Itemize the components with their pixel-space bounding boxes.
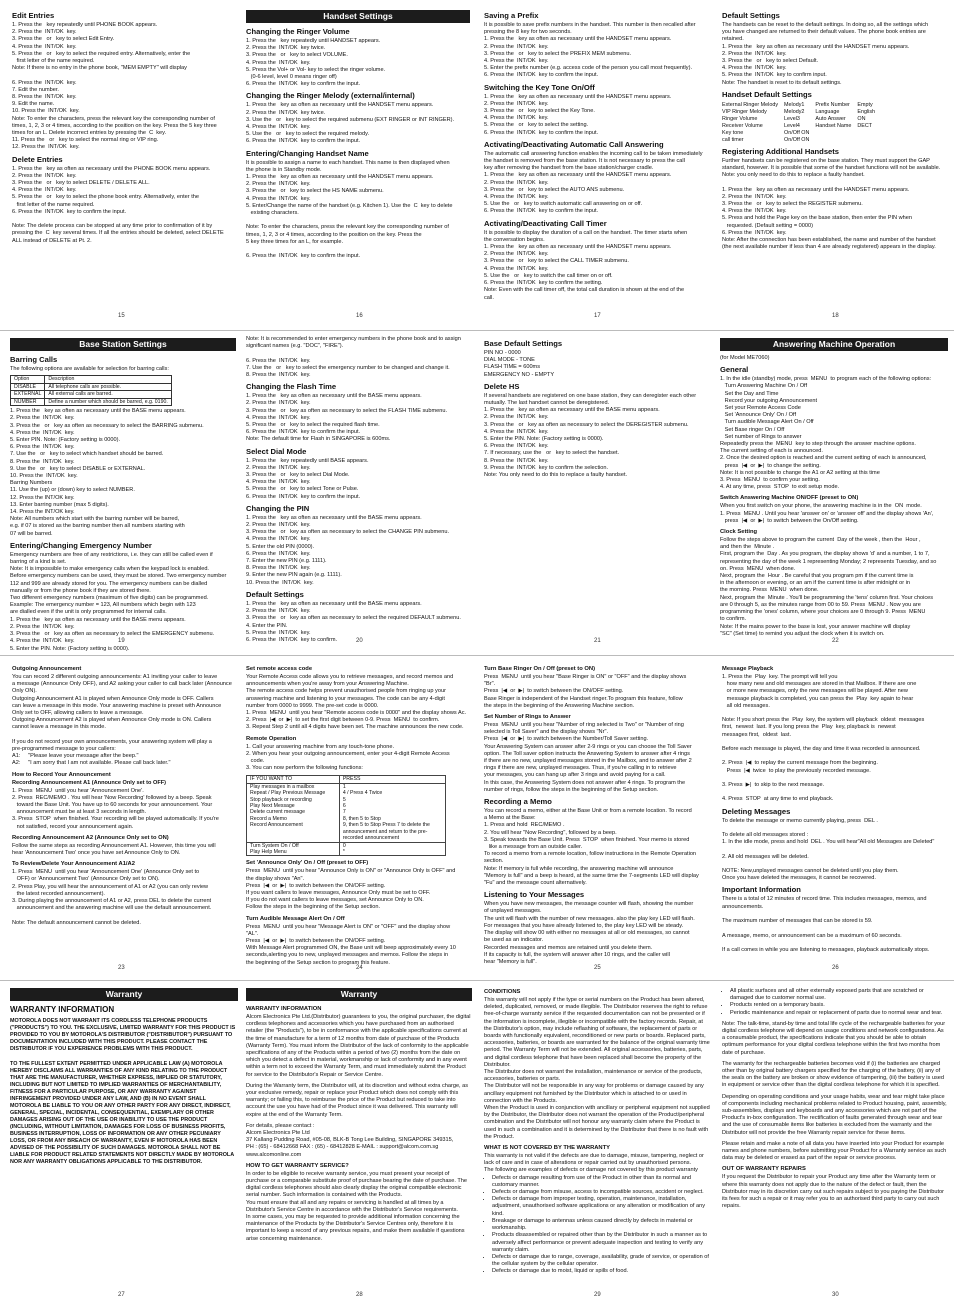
section-heading: Clock Setting	[720, 529, 758, 536]
section-text: The handsets can be reset to the default settings. In doing so, all the settings which you have changed are returned to their default values. The phone book entries are retained. 1. Press the key as often as necessary until the HANDSET menu appears. 2. Press the INT/OK key. 3. Press the or key to select Default. 4. Press the INT/OK key. 5. Press the INT/OK key to confirm input. Note: The handset is reset to its default settings.	[722, 22, 929, 86]
section-text: 1. Press the key repeatedly until BASE appears. 2. Press the INT/OK key. 3. Press the or key to select Dial Mode. 4. Press the INT/OK key. 5. Press the or key to select Tone or Pulse. 6. Press the INT/OK key to confirm the input.	[246, 457, 369, 500]
section-heading: WARRANTY INFORMATION	[246, 1006, 322, 1012]
section-text: 1. Press the key as often as necessary until the PHONE BOOK menu appears. 2. Press the INT/OK key. 3. Press the or key to select DELETE / DELETE ALL. 4. Press the INT/OK key. 5. Press the or key to select the phone book entry. Alternatively, enter the first letter of the name required. 6. Press the INT/OK key to confirm the input. Note: The delete process can be stopped at any time prior to confirmation of it by pressing the C key several times. If all the entries should be deleted, select DELETE ALL instead of DELETE at Pt. 2.	[12, 165, 224, 244]
section-text: Follow the same steps as recording Announcement A1. However, this time you will hear 'Announcement Two' once you have set Announce Only to ON.	[12, 842, 216, 857]
table-cell: Play messages in a mailbox Repeat / Play Previous Message Stop playback or recording Play Next Message Delete current message Record a Memo Record Announcement	[247, 783, 340, 842]
table-cell: Receiver Volume	[722, 122, 763, 129]
table-cell: Turn System On / Off Play Help Menu	[247, 842, 340, 856]
section-text: Your Remote Access code allows you to retrieve messages, and record memos and announcements when you're away from your Answering Machine. The remote access code helps prevent unauthorised people from ringing up your answering machine and listening to your messages. The code can be any 4-digit number from 0000 to 9999. The pre-set code is 0000. 1. Press MENU until you hear "Remote access code is 0000" and the display shows Ac. 2. Press |◀ or ▶| to set the first digit between 0-9. Press MENU to confirm. 3. Repeat Step 2 until all 4 digits have been set. The machine announces the new code.	[246, 674, 467, 731]
table-row	[11, 398, 172, 406]
table-cell: English	[857, 108, 876, 115]
section-banner: Warranty	[246, 988, 472, 1001]
section-text: 1. Press the key as often as necessary until the BASE menu appears. 2. Press the INT/OK key. 3. Press the or key as often as necessary to select the required DEFAULT submenu. 4. Enter the PIN. 5. Press the INT/OK key. 6. Press the INT/OK key to confirm.	[246, 600, 461, 643]
list-item: • Defects or damage from misuse, access to incompatible sources, accident or neglect.	[492, 1189, 710, 1196]
section-heading: Important Information	[722, 885, 801, 895]
page-number: 27	[118, 1292, 125, 1298]
manual-page-22	[720, 338, 948, 638]
section-heading: Barring Calls	[10, 355, 58, 364]
section-heading: Entering/Changing Emergency Number	[10, 540, 152, 550]
section-heading: Delete HS	[484, 381, 520, 391]
not-covered-list	[484, 1175, 710, 1276]
section-heading: Changing the Flash Time	[246, 382, 337, 392]
page-number: 15	[118, 313, 125, 319]
list-item: • Defects or damage from improper testing, operation, maintenance, installation, adjustment, unauthorised software applications or any alteration or modification of any kind.	[492, 1196, 710, 1218]
section-heading: Turn Audible Message Alert On / Off	[246, 915, 345, 922]
list-item: • Breakage or damage to antennas unless caused directly by defects in material or workmanship.	[492, 1218, 710, 1232]
barring-options-table	[10, 375, 172, 406]
page-number: 17	[594, 313, 601, 319]
table-cell: EXTERNAL	[11, 391, 45, 399]
section-heading: WHAT IS NOT COVERED BY THE WARRANTY	[484, 1145, 611, 1152]
table-cell: Language	[815, 108, 840, 115]
section-text: 1. Press the key repeatedly until PHONE BOOK appears. 2. Press the INT/OK key. 3. Press the or key to select Edit Entry. 4. Press the INT/OK key. 5. Press the or key to select the required entry. Alternatively, enter the first letter of the name required. Note: If there is no entry in the phone book, "MEM EMPTY" will display 6. Press the INT/OK key. 7. Edit the number. 8. Press the INT/OK key. 9. Edit the name. 10. Press the INT/OK key. Note: To enter the characters, press the relevant key the corresponding number of times, 1, 2, 3 or 4 times, according to the position on the key. Press the 5 key three times for an L. Delete incorrect entries by pressing the C key. 11. Press the or key to select the normal ring or VIP ring. 12. Press the INT/OK key.	[12, 22, 217, 151]
section-text: When you first switch on your phone, the answering machine is in the ON mode. 1. Press MENU . Until you hear 'answer on' or 'answer off' and the display shows 'An', press |◀ or ▶| to switch between the On/Off setting.	[720, 503, 934, 524]
section-heading: Remote Operation	[246, 735, 297, 742]
row-divider-2	[0, 655, 954, 656]
table-row	[11, 391, 172, 399]
section-text: Follow the steps above to program the current Day of the week , then the Hour , and then the Minute . First, program the Day . As you program, the display shows 'd' and a number, 1 to 7, representing the day of the week 1 representing Monday; 2 represents Tuesday, and so on. Press MENU when done. Next, program the Hour . Be careful that you program pm if the current time is in the afternoon or evening, or an am if the current time is after midnight or in the morning. Press MENU when done. Next, program the Minute . You'll be programming the 'tens' column first. Your choices are 0 through 5, as the minutes range from 00 to 59. Press MENU . Now you are programming the 'ones' column, where your choices are 0 through 9. Press MENU to confirm. Note: If the mains power to the base is lost, your answer machine will display "SC" (Set time) to remind you adjust the clock when it is switch on.	[720, 537, 937, 637]
section-text: You can record a memo, either at the Base Unit or from a remote location. To record a Memo at the Base: 1. Press and hold REC/MEMO . 2. You will hear "Now Recording", followed by a beep. 3. Speak towards the Base Unit. Press STOP when finished. Your memo is stored like a message from an outside caller. To record a memo from a remote location, follow instructions in the Remote Operation section. Note: If memory is full while recording, the answering machine will announce "Memory is full" and a beep is heard, at the same time the 7-segments LED will display "Fu" and the message count alternatively.	[484, 808, 699, 887]
manual-page-16	[246, 10, 470, 326]
section-banner: Answering Machine Operation	[720, 338, 948, 351]
list-item: • Defects or damage due to range, coverage, availability, grade of service, or operation of the cellular system by the cellular operator.	[492, 1254, 710, 1268]
table-cell: All external calls are barred.	[45, 391, 171, 399]
manual-page-27	[10, 988, 238, 1288]
manual-page-28	[246, 988, 472, 1288]
list-item: • Products disassembled or repaired other than by the Distributor in such a manner as to adversely affect performance or prevent adequate inspection and testing to verify any warranty claim.	[492, 1232, 710, 1254]
section-heading: Set remote access code	[246, 666, 313, 672]
section-heading: OUT OF WARRANTY REPAIRS	[722, 1166, 806, 1173]
contact-details: For details, please contact : Alcom Electronics Pte Ltd 37 Kallang Pudding Road, #05-08, BLK-B Tong Lee Building, SINGAPORE 349315, PH : (65) - 68412668 FAX : (65) - 68412828 E-MAIL : support@alcom.com.sg www.alcomonline.com	[246, 1122, 454, 1158]
page-number: 29	[594, 1292, 601, 1298]
section-text: 1. Press the key as often as necessary until the BASE menu appears. 2. Press the INT/OK key. 3. Press the or key as often as necessary to select the BARRING submenu. 4. Press the INT/OK key. 5. Enter PIN. Note: (Factory setting is 0000). 6. Press the INT/OK key. 7. Use the or key to select which handset should be barred. 8. Press the INT/OK key. 9. Use the or key to select DISABLE or EXTERNAL. 10. Press the INT/OK key. Barring Numbers 11. Use the (up) or (down) key to select NUMBER. 12. Press the INT/OK key. 13. Enter barring number (max 5 digits). 14. Press the INT/OK key. Note: All numbers which start with the barring number will be barred, e.g. if 07 is stored as the barring number then all numbers starting with 07 will be barred.	[10, 408, 204, 537]
section-heading: Default Settings	[246, 589, 304, 599]
table-row	[11, 376, 172, 384]
table-cell: Key tone	[722, 129, 744, 136]
section-text: Note: The talk-time, stand-by time and total life cycle of the rechargeable batteries for your digital cordless telephone will depend on usage conditions and network configurations. As a consumable product, the specifications indicate that you should be able to obtain optimum performance for your digital cordless telephone within the first two months from date of purchase.	[722, 1020, 947, 1056]
section-text: During the Warranty term, the Distributor will, at its discretion and without extra charge, as your exclusive remedy, repair or replace your Product which does not comply with this warranty; or failing this, to reimburse the price of the Product but reduced to take into account the use you have had of the Product since it was delivered. This warranty will expire at the end of the Warranty Term.	[246, 1082, 470, 1118]
section-text: 1. Press the key as often as necessary until the BASE menu appears. 2. Press the INT/OK key. 3. Press the or key as often as necessary to select the FLASH TIME submenu. 4. Press the INT/OK key. 5. Press the or key to select the required flash time. 6. Press the INT/OK key to confirm the input. Note: The default time for Flash in SINGAPORE is 600ms.	[246, 393, 448, 443]
section-heading: WARRANTY INFORMATION	[10, 1005, 115, 1014]
section-heading: Edit Entries	[12, 11, 55, 20]
table-row	[722, 130, 881, 137]
row-divider-3	[0, 980, 954, 981]
table-cell	[815, 137, 857, 144]
section-subheading: Recording Announcement A1 (Announce Only set to OFF)	[12, 779, 167, 786]
section-text: PIN NO - 0000 DIAL MODE - TONE FLASH TIME = 600ms EMERGENCY NO - EMPTY	[484, 350, 555, 378]
manual-page-30	[722, 988, 948, 1288]
section-text: Press MENU until you hear "Base Ringer is ON" or "OFF" and the display shows "Br". Press |◀ or ▶| to switch between the ON/OFF setting. Base Ringer is independent of the Handset ringer.To program this feature, follow the steps in the beginning of the Answering Machine section.	[484, 674, 687, 709]
table-cell: 0 *	[339, 842, 445, 856]
section-heading: To Review/Delete Your Announcement A1/A2	[12, 861, 135, 868]
table-row	[722, 116, 881, 123]
section-text: 1. Press the Play key. The prompt will tell you how many new and old messages are stored in that Mailbox. If there are one or more new messages, only the new messages will be played. After new message playback is completed, you can press the Play key again to hear all old messages. Note: If you short press the Play key, the system will playback oldest messages first, newest last. If you long press the Play key, playback is newest messages first, oldest last. Before each message is played, the day and time it was recorded is announced. 2. Press |◀ to replay the current message from the beginning. Press |◀ twice to play the previously recorded message. 3. Press ▶| to skip to the next message. 4. Press STOP at any time to end playback.	[722, 674, 925, 803]
section-heading: Changing the Ringer Volume	[246, 27, 350, 36]
table-cell: call timer	[722, 136, 744, 143]
manual-page-29	[484, 988, 710, 1288]
section-heading: Switch Answering Machine ON/OFF (preset to ON)	[720, 495, 859, 502]
manual-page-25	[484, 662, 710, 965]
table-cell: Level4	[784, 122, 800, 129]
manual-page-23	[12, 662, 234, 962]
table-cell: Melody2	[784, 108, 805, 115]
section-heading: Set Number of Rings to Answer	[484, 714, 571, 721]
section-heading: How to Record Your Announcement	[12, 771, 111, 778]
section-text: 1. Press the key as often as necessary until the HANDSET menu appears. 2. Press the INT/OK key. 3. Press the or key to select the Key Tone. 4. Press the INT/OK key. 5. Press the or key to select the setting. 6. Press the INT/OK key to confirm the input.	[484, 93, 672, 136]
handset-defaults-table	[722, 102, 881, 144]
section-heading: Default Settings	[722, 11, 780, 20]
section-text: TO THE FULLEST EXTENT PERMITTED UNDER APPLICABLE LAW (A) MOTOROLA HEREBY DISCLAIMS ALL WARRANTIES OF ANY KIND RELATING TO THE PRODUCT THAT ARE THE MANUFACTURER, WHETHER EXPRESS, IMPLIED OR STATUTORY, INCLUDING BUT NOT LIMITED TO IMPLIED WARRANTIES OF MERCHANTABILITY, FITNESS FOR A PARTICULAR PURPOSE, OR ANY WARRANTY AGAINST INFRINGEMENT PROVIDED UNDER ANY LAW, AND (B) IN NO EVENT SHALL MOTOROLA BE LIABLE TO YOU OR ANY OTHER PARTY FOR ANY DIRECT, INDIRECT, GENERAL, SPECIAL, INCIDENTAL, CONSEQUENTIAL, EXEMPLARY OR OTHER DAMAGES ARISING OUT OF THE USE OR INABILITY TO USE THE PRODUCT (INCLUDING, WITHOUT LIMITATION, DAMAGES FOR LOSS OF BUSINESS PROFITS, BUSINESS INTERRUPTION, LOSS OF INFORMATION OR ANY OTHER PECUNIARY LOSS, OR FROM ANY BREACH OF WARRANTY, EVEN IF MOTOROLA HAS BEEN ADVISED OF THE POSSIBILITY OF SUCH DAMAGES. MOTOROLA SHALL NOT BE LIABLE FOR PRODUCT RELATED STATEMENTS NOT DIRECTLY MADE BY MOTOROLA NOR ANY WARRANTY OBLIGATIONS APPLICABLE TO THE DISTRIBUTOR.	[10, 1061, 236, 1165]
page-number: 18	[832, 313, 839, 319]
section-text: 1. Press the key as often as necessary until the BASE menu appears. 2. Press the INT/OK key. 3. Press the or key as often as necessary to select the CHANGE PIN submenu. 4. Press the INT/OK key. 5. Enter the old PIN (0000). 6. Press the INT/OK key. 7. Enter the new PIN (e.g. 1111). 8. Press the INT/OK key. 9. Enter the new PIN again (e.g. 1111). 10. Press the INT/OK key.	[246, 514, 450, 586]
section-heading: Deleting Messages	[722, 806, 791, 816]
table-cell: Prefix Number	[815, 101, 850, 108]
table-cell: NUMBER	[11, 398, 45, 406]
page-number: 19	[118, 638, 125, 644]
section-text: If several handsets are registered on one base station, they can deregister each other mutually. The last handset cannot be deregistered. 1. Press the key as often as necessary until the BASE menu appears. 2. Press the INT/OK key. 3. Press the or key as often as necessary to select the DEREGISTER submenu. 4. Press the INT/OK key. 5. Enter the PIN. Note: (Factory setting is 0000). 6. Press the INT/OK key. 7. If necessary, use the or key to select the handset. 8. Press the INT/OK key. 9. Press the INT/OK key to confirm the selection. Note: You only need to do this to replace a faulty handset.	[484, 392, 697, 479]
table-row	[722, 102, 881, 109]
section-heading: HOW TO GET WARRANTY SERVICE?	[246, 1162, 349, 1169]
section-banner: Base Station Settings	[10, 338, 236, 351]
section-heading: Handset Default Settings	[722, 89, 812, 99]
model-note: (for Model ME7060)	[720, 355, 770, 361]
section-text: The automatic call answering function enables the incoming call to be taken immediately the handset is removed from the base station. It is not necessary to press the call key after removing the handset from the base station/charger cradle. 1. Press the key as often as necessary until the HANDSET menu appears. 2. Press the INT/OK key. 3. Press the or key to select the AUTO ANS submenu. 4. Press the INT/OK key. 5. Use the or key to switch automatic call answering on or off. 6. Press the INT/OK key to confirm the input.	[484, 150, 703, 215]
table-cell: VIP Ringer Melody	[722, 108, 767, 115]
section-text: 1. Press the key repeatedly until HANDSET appears. 2. Press the INT/OK key twice. 3. Press the or key to select VOLUME. 4. Press the INT/OK key. 5. Press the Vol+ or Vol- key to select the ringer volume. (0-6 level, level 0 means ringer off) 6. Press the INT/OK key to confirm the input.	[246, 38, 386, 88]
table-row	[722, 123, 881, 130]
section-heading: Entering/Changing Handset Name	[246, 148, 369, 158]
section-heading: Base Default Settings	[484, 339, 563, 348]
section-heading: CONDITIONS	[484, 989, 521, 995]
section-heading: Set 'Announce Only' On / Off (preset to OFF)	[246, 860, 369, 867]
table-row	[247, 783, 446, 842]
section-text: 1. Press the key as often as necessary until the HANDSET menu appears. 2. Press the INT/OK key twice. 3. Use the or key to select the required submenu (EXT RINGER or INT RINGER). 4. Press the INT/OK key. 5. Use the or key to select the required melody. 6. Press the INT/OK key to confirm the input.	[246, 102, 455, 145]
section-heading: Select Dial Mode	[246, 446, 307, 456]
page-number: 21	[594, 638, 601, 644]
section-heading: Recording Announcement A2 (Announce Only set to ON)	[12, 834, 169, 841]
list-item: • Products rented on a temporary basis.	[730, 1002, 948, 1009]
list-item: • Periodic maintenance and repair or replacement of parts due to normal wear and tear.	[730, 1010, 948, 1017]
page-number: 25	[594, 965, 601, 971]
table-cell: All telephone calls are possible.	[45, 383, 171, 391]
section-text: Emergency numbers are free of any restrictions, i.e. they can still be called even if barring of a kind is set. Note: It is impossible to make emergency calls when the keypad lock is enabled. Before emergency numbers can be used, they must be stored. Two emergency number 112 and 999 are already stored for you. The emergency numbers can be dialled manually or from the phone book if they are stored there. Two different emergency numbers (maximum of five digits) can be programmed. Example: The emergency number = 123, All numbers which begin with 123 are dialled even if the unit is only programmed for internal calls. 1. Press the key as often as necessary until the BASE menu appears. 2. Press the INT/OK key. 3. Press the or key as often as necessary to select the EMERGENCY submenu. 4. Press the INT/OK key. 5. Enter the PIN. Note: (Factory setting is 0000).	[10, 551, 227, 652]
section-heading: Changing the Ringer Melody (external/internal)	[246, 91, 415, 101]
section-text: When you have new messages, the message counter will flash, showing the number of unplayed messages. The unit will flash with the number of new messages. also the play key LED will flash. For messages that you have already listened to, the play key LED will be steady. The display will show 00 with either no messages at all or old messages, so cannot be used as an indicator. Recorded messages and memos are retained until you delete them. If its capacity is full, the system will answer after 10 rings, and the caller will hear "Memory is full".	[484, 901, 695, 965]
table-cell: Define a number which should be barred, e.g. 0190.	[45, 398, 171, 406]
manual-page-17	[484, 8, 708, 308]
table-cell: DISABLE	[11, 383, 45, 391]
page-number: 28	[356, 1292, 363, 1298]
section-text: To delete the message or memo currently playing, press DEL . To delete all old messages stored : 1. In the idle mode, press and hold DEL . You will hear"All old Messages are Deleted" 2. All old messages will be deleted. NOTE: New,unplayed messages cannot be deleted until you play them. Once you have deleted the messages, it cannot be recovered.	[722, 817, 935, 882]
page-number: 24	[356, 965, 363, 971]
section-heading: Recording a Memo	[484, 797, 552, 807]
table-row	[722, 109, 881, 116]
page-number: 26	[832, 965, 839, 971]
page-number: 22	[832, 638, 839, 644]
section-text: Press MENU until you hear "Number of ring selected is Two" or "Number of ring selected is Toll Saver" and the display shows "Nr". Press |◀ or ▶| to switch between the Number/Toll Saver setting. Your Answering System can answer after 2-9 rings or you can choose the Toll Saver option. The Toll saver option instructs the Answering System to answer after 4 rings if there are no new, unplayed messages stored in the Mailbox, and to answer after 2 rings if there are new, unplayed messages. Thus, if you're calling in to retrieve your messages, you can hang up after 3 rings and avoid paying for a call. In this case, the Answering System does not answer after 4 rings. To program the number of rings, follow the steps in the beginning of the Setup section.	[484, 722, 692, 793]
manual-page-21	[484, 336, 710, 636]
section-heading: Registering Additional Handsets	[722, 146, 840, 156]
manual-page-24	[246, 662, 472, 966]
table-cell: Melody1	[784, 101, 805, 108]
section-heading: Outgoing Announcement	[12, 666, 82, 672]
section-text: 1. Press MENU until you hear 'Announcement One'. 2. Press REC/MEMO . You will hear 'Now Recording' followed by a beep. Speak toward the Base Unit. You have up to 60 seconds for your announcement. Your announcement must be at least 3 seconds in length. 3. Press STOP when finished. Your recording will be played automatically. If you're not satisfied, record your announcement again.	[12, 787, 219, 830]
section-text: If you request the Distributor to repair your Product any time after the Warranty term or where this warranty does not apply due to the nature of the defect or fault, then the Distributor may in its discretion carry out such repairs subject to you paying the Distributor its fees for such a repair or it may refer you to an authorised third party to carry out such repairs.	[722, 1174, 946, 1210]
section-text: Further handsets can be registered on the base station. They must support the GAP standard, however. It is possible that some of the handset functions will not be available. Note: you only need to do this to replace a faulty handset. 1. Press the key as often as necessary until the HANDSET menu appears. 2. Press the INT/OK key. 3. Press the or key to select the REGISTER submenu. 4. Press the INT/OK key. 5. Press and hold the Page key on the base station, then enter the PIN when requested. (Default setting = 0000) 6. Press the INT/OK key. Note: After the connection has been established, the name and number of the handset (the next available number if less than 4 are already registered) appears in the display.	[722, 157, 941, 251]
section-text: Note: It is recommended to enter emergency numbers in the phone book and to assign significant names (e.g. "DOC", "FIRE"). 6. Press the INT/OK key. 7. Use the or key to select the emergency number to be changed and change it. 8. Press the INT/OK key.	[246, 336, 461, 379]
list-item: • All plastic surfaces and all other externally exposed parts that are scratched or damaged due to customer normal use.	[730, 988, 948, 1002]
section-heading: Listening to Your Messages	[484, 890, 585, 900]
table-cell: DECT	[857, 122, 873, 129]
section-banner: Warranty	[10, 988, 238, 1001]
section-text: Alcom Electronics Pte Ltd.(Distributor) guarantees to you, the original purchaser, the digital cordless telephones and accessories which you have purchased from an authorised retailer (the "Products"), to be in conformance with the applicable specifications current at the time of manufacture for a term of 12 months from date of purchase of the Products (Warranty Term). You must inform the Distributor of the lack of conformity to the applicable specifications of any of the Products within a period of two (2) months from the date on which you detect a defect in material, workmanship or lack of conformity and in any event within a term not to exceed the Warranty Term, and must immediately submit the Product for service to the Distributor's Repair or Service Centre.	[246, 1014, 473, 1078]
section-heading: Activating/Deactivating Automatic Call Answering	[484, 139, 664, 149]
section-text: Depending on operating conditions and your usage habits, wear and tear might take place of components including mechanical problems related to Product housing, paint, assembly, sub-assemblies, displays and keyboards and any accessories which are not part of the Product's in-box configuration. The rectification of faults generated through wear and tear and the use of consumable items like batteries is excluded from the warranty and the Distributor will not provide the free Warranty repair service for these items.	[722, 1093, 949, 1136]
table-cell: Description	[45, 376, 171, 384]
section-text: The following options are available for selection for barring calls:	[10, 366, 169, 372]
section-text: It is possible to assign a name to each handset. This name is then displayed when the phone is in Standby mode. 1. Press the key as often as necessary until the HANDSET menu appears. 2. Press the INT/OK key. 3. Press the or key to select the HS NAME submenu. 4. Press the INT/OK key. 5. Enter/Change the name of the handset (e.g. Kitchen 1). Use the C key to delete existing characters. Note: To enter the characters, press the relevant key the corresponding number of times, 1, 2, 3 or 4 times, according to the position on the key. Press the 5 key three times for an L, for example. 6. Press the INT/OK key to confirm the input.	[246, 159, 453, 260]
table-cell	[857, 137, 881, 144]
section-text: Press MENU until you hear "Announce Only is ON" or "Announce Only is OFF" and the display shows "An". Press |◀ or ▶| to switch between the ON/OFF setting. If you want callers to leave messages, Announce Only must be set to OFF. If you do not want callers to leave messages, set Announce Only to ON. Follow the steps in the beginning of the Setup section.	[246, 868, 456, 911]
table-cell: External Ringer Melody	[722, 101, 779, 108]
row-divider-1	[0, 330, 954, 331]
table-row	[11, 383, 172, 391]
manual-page-15	[12, 8, 232, 326]
manual-page-26	[722, 662, 948, 962]
table-cell: On/Off ON	[784, 129, 810, 136]
section-text: You can record 2 different outgoing announcements: A1 inviting your caller to leave a message (Announce Only OFF), and A2 asking your caller to call back later (Announce Only ON). Outgoing Announcement A1 is played when Announce Only mode is OFF. Callers can leave a message in this mode. Your answering machine is preset with Announce Only set to OFF, allowing callers to leave a message. Outgoing Announcement A2 is played when Announce Only mode is ON. Callers cannot leave a message in this mode. If you do not record your own announcements, your answering system will play a pre-programmed message to your callers: A1: "Please leave your message after the beep." A2: "I am sorry that I am not available. Please call back later."	[12, 674, 232, 767]
table-cell: Handset Name	[815, 122, 852, 129]
section-heading: Changing the PIN	[246, 503, 310, 513]
section-text: 1. Press MENU until you hear 'Announcement One' (Announce Only set to OFF) or 'Announcement Two' (Announce Only set to ON). 2. Press Play, you will hear the announcement of A1 or A2 (you can only review the latest recorded announcement). 3. During playing the announcement of A1 or A2, press DEL to delete the current announcement and the answering machine will use the default announcement. Note: The default announcement cannot be deleted.	[12, 869, 212, 926]
section-text: This warranty will not apply if the type or serial numbers on the Product has been altered, deleted, duplicated, removed, or made illegible. The Distributor reserves the right to refuse free-of-charge warranty service if the requested documentation can not be presented or if the information is incomplete, illegible or incompatible with the factory records. Repair, at the Distributor's option, may include reflashing of software, the replacement of parts or boards with functionally equivalent, reconditioned or new parts or boards. Replaced parts, accessories, batteries, or boards are warranted for the balance of the original warranty time period. The Warranty Term will not be extended. All original accessories, batteries, parts, and digital cordless telephone that have been replaced shall become the property of the Distributor. The Distributor does not warrant the installation, maintenance or service of the products, accessories, batteries or parts. The Distributor will not be responsible in any way for problems or damage caused by any ancillary equipment not furnished by the Distributor which is attached to or used in connection with the Products. When the Product is used in conjunction with ancillary or peripheral equipment not supplied by the Distributor, the Distributor does not warrant the operation of the Product/peripheral combination and the Distributor will not honour any warranty claim where the Product is used in such a combination and it is determined by the Distributor that there is no fault with the Product.	[484, 997, 710, 1140]
section-text: The warranty for the rechargeable batteries becomes void if (i) the batteries are charged other than by original battery chargers specified for the charging of the battery, (ii) any of the seals on the battery are broken or show evidence of tampering, (iii) the battery is used in equipment or service other than the digital cordless telephone for which it is specified.	[722, 1060, 946, 1089]
section-banner: Handset Settings	[246, 10, 470, 23]
section-text: Please retain and make a note of all data you have inserted into your Product for example names and phone numbers, before submitting your Product for a Warranty service as such data may be deleted or erased as part of the repair or service process.	[722, 1140, 948, 1162]
section-text: 1. Call your answering machine from any touch-tone phone. 2. When you hear your outgoing announcement, enter your 4-digit Remote Access code. 3. You can now perform the following functions:	[246, 743, 450, 772]
page-number: 16	[356, 313, 363, 319]
section-text: It is possible to save prefix numbers in the handset. This number is then recalled after pressing the 8 key for two seconds. 1. Press the key as often as necessary until the HANDSET menu appears. 2. Press the INT/OK key. 3. Press the or key to select the PREFIX MEM submenu. 4. Press the INT/OK key. 5. Enter the prefix number (e.g. access code of the person you call most frequently). 6. Press the INT/OK key to confirm the input.	[484, 22, 696, 79]
table-cell: ON	[857, 115, 866, 122]
table-header-cell: PRESS	[339, 776, 445, 783]
section-heading: Turn Base Ringer On / Off (preset to ON)	[484, 666, 596, 672]
table-cell: Level3	[784, 115, 800, 122]
section-heading: Delete Entries	[12, 154, 63, 164]
manual-page-19	[10, 338, 236, 652]
section-heading: Switching the Key Tone On/Off	[484, 82, 595, 92]
section-text: Press MENU until you hear "Message Alert is ON" or "OFF" and the display show "AL". Press |◀ or ▶| to switch between the ON/OFF setting. With Message Alert programmed ON, the Base unit will beep approximately every 10 seconds,alerting you to new, unplayed messages and memos. Follow the steps in the beginning of the Setup section to program this feature.	[246, 923, 456, 966]
list-item: • Defects or damage due to moist, liquid or spills of food.	[492, 1268, 710, 1275]
section-heading: Saving a Prefix	[484, 11, 539, 20]
section-text: In order to be eligible to receive warranty service, you must present your receipt of purchase or a comparable substitute proof of purchase bearing the date of purchase. The digital cordless telephones should also clearly display the original compatible electronic serial number. Such information is contained with the Products. You must ensure that all and any repairs or servicing is handled at all times by a Distributor's Service Centre in accordance with the Distributor's Service requirements. In some cases, you may be requested to provide additional information concerning the maintenance of the Products by the Distributor's Service Centres only, therefore it is important to keep a record of any previous repairs, and make them available if questions arise concerning maintenance.	[246, 1170, 467, 1242]
list-item: • Defects or damage resulting from use of the Product in other than its normal and customary manner.	[492, 1175, 710, 1189]
section-text: 1. In the idle (standby) mode, press MENU to program each of the following options: Turn Answering Machine On / Off Set the Day and Time Record your outgoing Announcement Set your Remote Access Code Set 'Announce Only' On / Off Turn audible Message Alert On / Off Set Base ringer On / Off Set number of Rings to answer Repeatedly press the MENU key to step through the answer machine options. The current setting of each is announced. 2. Once the desired option is reached and the current setting of each is announced, press |◀ or ▶| to change the setting. Note: It is not possible to change the A1 or A2 setting at this time 3. Press MENU to confirm your setting. 4. At any time, press STOP to exit setup mode.	[720, 376, 932, 491]
not-covered-list-continued	[722, 988, 948, 1017]
section-text: It is possible to display the duration of a call on the handset. The timer starts when the conversation begins. 1. Press the key as often as necessary until the HANDSET menu appears. 2. Press the INT/OK key. 3. Press the or key to select the CALL TIMER submenu. 4. Press the INT/OK key. 5. Use the or key to switch the call timer on or off. 6. Press the INT/OK key to confirm the setting. Note: Even with the call timer off, the total call duration is shown at the end of the call.	[484, 229, 688, 301]
table-cell: 1 4 / Press 4 Twice 5 6 7 8, then 5 to Stop 9, then 5 to Stop Press 7 to delete the announcement and return to the pre- recorded announcement	[339, 783, 445, 842]
table-cell	[815, 130, 857, 137]
table-header-cell: IF YOU WANT TO	[247, 776, 340, 783]
section-text: This warranty is not valid if the defects are due to damage, misuse, tampering, neglect or lack of care and in case of alterations or repair carried out by unauthorised persons. The following are examples of defects or damage not covered by this product warranty	[484, 1153, 704, 1174]
section-text: There is a total of 12 minutes of record time. This includes messages, memos, and announcements. The maximum number of messages that can be stored is 59. A message, memo, or announcement can be a maximum of 60 seconds. If a call comes in while you are listening to messages, playback automatically stops.	[722, 896, 930, 953]
remote-functions-table	[246, 775, 446, 856]
section-text: MOTOROLA DOES NOT WARRANT ITS CORDLESS TELEPHONE PRODUCTS ("PRODUCTS") TO YOU. THE EXCLUSIVE, LIMITED WARRANTY FOR THIS PRODUCT IS PROVIDED TO YOU BY MOTOROLA'S DISTRIBUTOR ("DISTRIBUTOR") PURSUANT TO DOCUMENTATION INCLUDED WITH THIS PRODUCT. PLEASE CONTACT THE DISTRIBUTOR IF YOU EXPERIENCE PROBLEMS WITH THIS PRODUCT.	[10, 1018, 237, 1052]
section-heading: Message Playback	[722, 666, 774, 672]
page-number: 30	[832, 1292, 839, 1298]
page-number: 23	[118, 965, 125, 971]
table-cell: On/Off ON	[784, 136, 810, 143]
table-row	[722, 137, 881, 144]
section-heading: General	[720, 365, 749, 375]
table-cell: Auto Answer	[815, 115, 846, 122]
manual-page-18	[722, 8, 946, 308]
table-cell	[857, 130, 881, 137]
page-number: 20	[356, 638, 363, 644]
table-row	[247, 776, 446, 783]
table-cell: Empty	[857, 101, 873, 108]
table-cell: Option	[11, 376, 45, 384]
table-cell: Ringer Volume	[722, 115, 758, 122]
section-heading: Activating/Deactivating Call Timer	[484, 218, 607, 228]
table-row	[247, 842, 446, 856]
